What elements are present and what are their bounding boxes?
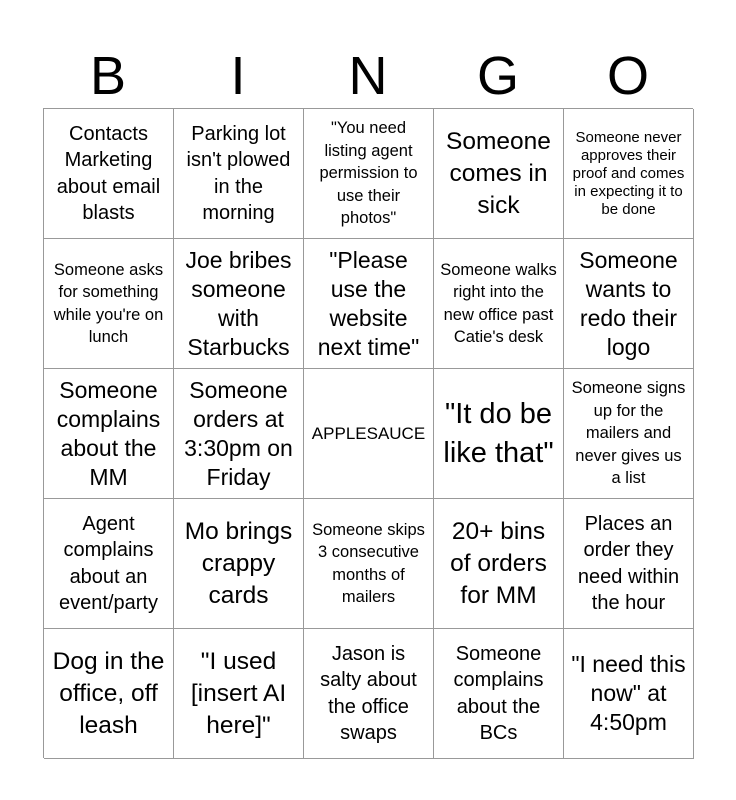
cell-text: Dog in the office, off leash: [52, 647, 165, 739]
cell-text: "It do be like that": [443, 398, 554, 469]
cell-text: Parking lot isn't plowed in the morning: [186, 122, 291, 224]
cell-text: Someone never approves their proof and comes in expecting it to be done: [572, 128, 685, 218]
bingo-cell[interactable]: [434, 109, 564, 239]
cell-text: Someone skips 3 consecutive months of mailers: [312, 520, 425, 606]
cell-text: "I used [insert AI here]": [190, 647, 287, 739]
cell-text: Someone orders at 3:30pm on Friday: [184, 376, 293, 490]
cell-text: Someone signs up for the mailers and never gives us a list: [571, 379, 686, 488]
bingo-cell[interactable]: [564, 629, 694, 759]
header-letter-n: N: [348, 46, 388, 106]
bingo-cell[interactable]: [304, 499, 434, 629]
cell-text: Agent complains about an event/party: [59, 512, 158, 614]
bingo-cell[interactable]: [44, 109, 174, 239]
bingo-cell[interactable]: [564, 369, 694, 499]
bingo-cell[interactable]: [304, 629, 434, 759]
bingo-cell[interactable]: [564, 499, 694, 629]
bingo-cell[interactable]: [304, 109, 434, 239]
bingo-cell[interactable]: [174, 109, 304, 239]
bingo-cell[interactable]: [44, 369, 174, 499]
header-letter-g: G: [476, 46, 519, 106]
cell-text: Someone walks right into the new office past Catie's desk: [440, 260, 557, 346]
bingo-cell[interactable]: [174, 239, 304, 369]
cell-text: "You need listing agent permission to use their photos": [319, 119, 418, 228]
cell-text: "Please use the website next time": [317, 246, 420, 360]
header-letter-b: B: [89, 46, 127, 106]
cell-text: "I need this now" at 4:50pm: [571, 651, 686, 735]
cell-text: Places an order they need within the hour: [577, 512, 680, 614]
cell-text: Someone comes in sick: [446, 127, 551, 219]
cell-text: APPLESAUCE: [311, 423, 426, 443]
bingo-cell[interactable]: [564, 109, 694, 239]
bingo-cell[interactable]: [174, 369, 304, 499]
cell-text: Someone complains about the MM: [56, 376, 161, 490]
header-letter-o: O: [606, 46, 649, 106]
bingo-header: [43, 46, 693, 106]
bingo-cell[interactable]: [44, 629, 174, 759]
bingo-cell[interactable]: [564, 239, 694, 369]
bingo-cell[interactable]: [434, 369, 564, 499]
cell-text: Jason is salty about the office swaps: [320, 642, 417, 744]
bingo-board: [43, 108, 693, 758]
bingo-cell[interactable]: [44, 499, 174, 629]
cell-text: Someone asks for something while you're on lunch: [53, 260, 164, 346]
free-space-cell[interactable]: [304, 369, 434, 499]
bingo-cell[interactable]: [304, 239, 434, 369]
cell-text: Someone wants to redo their logo: [579, 246, 678, 360]
cell-text: Contacts Marketing about email blasts: [56, 122, 161, 224]
cell-text: 20+ bins of orders for MM: [450, 517, 547, 609]
bingo-cell[interactable]: [434, 239, 564, 369]
cell-text: Someone complains about the BCs: [453, 642, 544, 744]
cell-text: Joe bribes someone with Starbucks: [185, 246, 292, 360]
header-letter-i: I: [230, 46, 246, 106]
bingo-cell[interactable]: [44, 239, 174, 369]
bingo-cell[interactable]: [174, 629, 304, 759]
cell-text: Mo brings crappy cards: [184, 517, 293, 609]
bingo-cell[interactable]: [434, 629, 564, 759]
bingo-cell[interactable]: [434, 499, 564, 629]
bingo-cell[interactable]: [174, 499, 304, 629]
